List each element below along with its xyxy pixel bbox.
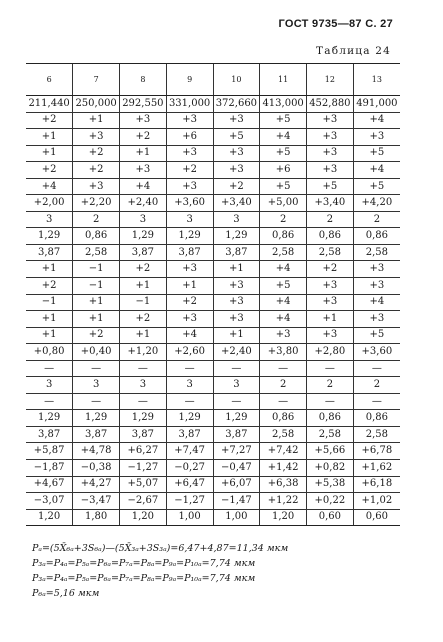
table-cell: 1,29 [73,410,120,427]
table-cell: +2 [26,112,73,129]
data-table [26,63,400,526]
table-cell: −1 [73,261,120,278]
table-cell: 1,29 [26,228,73,245]
table-cell: +2 [120,261,167,278]
table-cell: +3,40 [213,195,260,212]
table-cell: −1,87 [26,460,73,477]
table-cell: — [353,393,400,410]
table-cell: 1,29 [166,228,213,245]
table-row [26,476,400,493]
table-cell: 2 [307,211,354,228]
table-cell: +1,20 [120,344,167,361]
table-cell: +1 [307,311,354,328]
table-cell: +1,42 [260,460,307,477]
table-cell: +1 [120,327,167,344]
table-cell: +6,18 [353,476,400,493]
table-cell: +6,27 [120,443,167,460]
table-cell: 2,58 [353,244,400,261]
table-cell: +3 [307,162,354,179]
table-cell: +2 [307,261,354,278]
table-row [26,460,400,477]
table-cell: — [73,360,120,377]
table-cell: +3,40 [307,195,354,212]
table-row [26,145,400,162]
table-cell: 372,660 [213,96,260,113]
table-cell: +4 [260,311,307,328]
table-cell: +3 [213,162,260,179]
table-cell: 1,29 [166,410,213,427]
table-cell: −1 [120,294,167,311]
table-cell: +2,60 [166,344,213,361]
table-cell: 0,86 [353,410,400,427]
table-cell: +2 [213,178,260,195]
table-cell: 1,00 [213,509,260,526]
table-cell: +5 [353,327,400,344]
table-cell: — [213,393,260,410]
table-cell: +4 [260,261,307,278]
table-cell: +3 [166,145,213,162]
table-cell: +5,38 [307,476,354,493]
table-cell: −0,27 [166,460,213,477]
table-body [26,96,400,526]
table-cell: +6,38 [260,476,307,493]
table-cell: +2,80 [307,344,354,361]
table-row [26,426,400,443]
table-cell: +1,22 [260,493,307,510]
table-cell: 1,20 [120,509,167,526]
table-cell: 0,86 [260,228,307,245]
table-cell: 2 [353,211,400,228]
table-row [26,344,400,361]
table-cell: +2 [166,162,213,179]
table-cell: +2,00 [26,195,73,212]
formula-line: P₆ₐ=5,16 мкм [32,588,100,599]
table-cell: +3 [166,178,213,195]
table-cell: +7,42 [260,443,307,460]
table-cell: — [120,393,167,410]
table-cell: +2 [73,327,120,344]
table-row [26,327,400,344]
table-cell: 1,80 [73,509,120,526]
table-label: Таблица 24 [316,45,391,57]
table-cell: +6,07 [213,476,260,493]
table-cell: +3 [166,112,213,129]
table-cell: +4,27 [73,476,120,493]
table-cell: +1 [213,327,260,344]
column-header: 11 [260,64,307,96]
table-cell: +2 [73,145,120,162]
table-cell: +1 [26,261,73,278]
table-cell: −1,47 [213,493,260,510]
table-cell: +1,02 [353,493,400,510]
table-cell: 2,58 [260,426,307,443]
table-header-row [26,64,400,96]
table-cell: +2 [166,294,213,311]
table-cell: +1 [120,278,167,295]
table-cell: +3 [213,294,260,311]
table-cell: +3 [120,162,167,179]
table-cell: 2 [353,377,400,394]
table-cell: +2 [120,311,167,328]
table-cell: 0,60 [353,509,400,526]
table-cell: +3 [166,261,213,278]
table-cell: +0,22 [307,493,354,510]
table-row [26,393,400,410]
table-cell: 2 [307,377,354,394]
column-header: 7 [73,64,120,96]
table-cell: −3,47 [73,493,120,510]
table-cell: +6 [260,162,307,179]
table-cell: 3 [120,211,167,228]
table-cell: 3,87 [213,426,260,443]
table-cell: 3,87 [73,426,120,443]
table-row [26,244,400,261]
table-cell: +5 [260,145,307,162]
table-cell: — [26,393,73,410]
table-row [26,261,400,278]
table-row [26,294,400,311]
column-header: 10 [213,64,260,96]
table-cell: 3,87 [26,244,73,261]
table-cell: 0,86 [307,410,354,427]
table-row [26,493,400,510]
table-cell: +1 [166,278,213,295]
table-cell: — [120,360,167,377]
table-cell: −1,27 [120,460,167,477]
table-cell: +3 [213,112,260,129]
table-cell: — [166,393,213,410]
table-cell: +1 [213,261,260,278]
table-cell: 3,87 [213,244,260,261]
table-cell: −1,27 [166,493,213,510]
table-cell: — [73,393,120,410]
table-cell: +3 [307,294,354,311]
table-cell: +3 [260,327,307,344]
table-cell: 3 [213,377,260,394]
table-cell: +1 [73,311,120,328]
table-cell: +3,60 [166,195,213,212]
table-cell: 3 [26,377,73,394]
table-cell: — [353,360,400,377]
table-cell: +3 [353,278,400,295]
table-cell: +0,80 [26,344,73,361]
table-cell: +1 [120,145,167,162]
table-cell: +4 [26,178,73,195]
table-cell: +4 [166,327,213,344]
table-cell: −3,07 [26,493,73,510]
table-cell: — [307,393,354,410]
table-cell: +4 [353,112,400,129]
table-cell: +3 [213,278,260,295]
formula-block [32,541,288,601]
table-cell: 2 [73,211,120,228]
column-header: 13 [353,64,400,96]
table-cell: 3 [166,377,213,394]
table-cell: −2,67 [120,493,167,510]
table-row [26,162,400,179]
table-cell: 0,86 [307,228,354,245]
table-cell: 491,000 [353,96,400,113]
table-cell: 3 [73,377,120,394]
table-row [26,211,400,228]
table-cell: +4,20 [353,195,400,212]
table-cell: +5,87 [26,443,73,460]
table-cell: +1 [26,311,73,328]
table-cell: +3 [120,112,167,129]
table-cell: +1,62 [353,460,400,477]
table-cell: 3,87 [26,426,73,443]
table-row [26,311,400,328]
table-cell: +0,40 [73,344,120,361]
table-cell: +5 [260,278,307,295]
table-cell: −1 [26,294,73,311]
table-row [26,112,400,129]
table-cell: +1 [26,129,73,146]
table-cell: +5,00 [260,195,307,212]
column-header: 8 [120,64,167,96]
table-cell: +5 [260,112,307,129]
table-cell: 1,00 [166,509,213,526]
table-cell: 3,87 [120,244,167,261]
table-cell: +3 [73,178,120,195]
table-cell: 3 [120,377,167,394]
table-cell: +4,67 [26,476,73,493]
table-cell: 2,58 [307,244,354,261]
table-cell: 1,29 [120,410,167,427]
table-cell: +5 [353,145,400,162]
table-row [26,278,400,295]
table-cell: 211,440 [26,96,73,113]
table-cell: 2,58 [73,244,120,261]
column-header: 12 [307,64,354,96]
table-cell: 2 [260,377,307,394]
table-cell: 1,29 [213,410,260,427]
table-cell: 1,29 [120,228,167,245]
table-cell: — [26,360,73,377]
table-cell: +6,47 [166,476,213,493]
table-cell: 3,87 [166,426,213,443]
table-cell: 292,550 [120,96,167,113]
table-cell: 413,000 [260,96,307,113]
table-cell: +1 [26,327,73,344]
table-cell: +6 [166,129,213,146]
table-cell: +4 [353,294,400,311]
formula-line: P₃ₐ=P₄ₐ=P₅ₐ=P₆ₐ=P₇ₐ=P₈ₐ=P₉ₐ=P₁₀ₐ=7,74 мкм [32,573,256,584]
table-cell: +3 [213,145,260,162]
table-cell: +0,82 [307,460,354,477]
table-cell: +3,60 [353,344,400,361]
table-row [26,410,400,427]
table-cell: +3 [307,112,354,129]
table-cell: 1,20 [26,509,73,526]
table-cell: 250,000 [73,96,120,113]
formula-line: P₃ₐ=P₄ₐ=P₅ₐ=P₆ₐ=P₇ₐ=P₈ₐ=P₉ₐ=P₁₀ₐ=7,74 мкм [32,558,256,569]
table-cell: +2,40 [213,344,260,361]
table-cell: 452,880 [307,96,354,113]
table-cell: +3 [73,129,120,146]
table-cell: +7,27 [213,443,260,460]
table-cell: +1 [26,145,73,162]
table-cell: — [166,360,213,377]
table-cell: +4 [260,294,307,311]
table-cell: +2 [120,129,167,146]
table-cell: +3 [213,311,260,328]
table-cell: +3 [307,327,354,344]
table-cell: 3 [166,211,213,228]
table-cell: 3,87 [120,426,167,443]
table-row [26,443,400,460]
table-cell: +2,20 [73,195,120,212]
table-row [26,509,400,526]
table-cell: +5 [307,178,354,195]
table-cell: — [213,360,260,377]
document-header: ГОСТ 9735—87 С. 27 [278,18,393,30]
table-cell: +4 [353,162,400,179]
table-cell: 0,86 [260,410,307,427]
table-cell: 3 [213,211,260,228]
table-cell: −1 [73,278,120,295]
table-row [26,96,400,113]
formula-line: Pₐ=(5X̄₆ₐ+3S₆ₐ)—(5X̄₃ₐ+3S₃ₐ)=6,47+4,87=11,34 мкм [32,543,289,554]
table-cell: 1,29 [26,410,73,427]
table-cell: +4 [120,178,167,195]
table-cell: 331,000 [166,96,213,113]
column-header: 9 [166,64,213,96]
table-cell: +3 [353,129,400,146]
table-cell: 3 [26,211,73,228]
table-row [26,360,400,377]
table-cell: 1,29 [213,228,260,245]
table-cell: 1,20 [260,509,307,526]
table-cell: +1 [73,112,120,129]
table-cell: −0,38 [73,460,120,477]
table-cell: +3 [166,311,213,328]
table-cell: 0,86 [353,228,400,245]
table-row [26,377,400,394]
table-cell: +5 [353,178,400,195]
table-cell: 2,58 [353,426,400,443]
table-cell: 3,87 [166,244,213,261]
table-cell: +3 [353,311,400,328]
table-cell: +5 [260,178,307,195]
table-cell: +3 [307,145,354,162]
table-cell: +1 [73,294,120,311]
table-cell: +3 [307,129,354,146]
table-cell: +3 [353,261,400,278]
table-cell: +3,80 [260,344,307,361]
table-row [26,129,400,146]
table-cell: 2,58 [260,244,307,261]
table-row [26,195,400,212]
table-cell: +5,66 [307,443,354,460]
table-cell: +4 [260,129,307,146]
table-cell: +6,78 [353,443,400,460]
table-cell: 0,86 [73,228,120,245]
table-cell: — [307,360,354,377]
table-cell: +2,40 [120,195,167,212]
table-cell: 0,60 [307,509,354,526]
table-cell: +5,07 [120,476,167,493]
table-cell: +2 [26,162,73,179]
table-cell: +7,47 [166,443,213,460]
table-cell: 2 [260,211,307,228]
table-cell: +2 [26,278,73,295]
table-cell: +2 [73,162,120,179]
table-cell: — [260,393,307,410]
table-cell: −0,47 [213,460,260,477]
column-header: 6 [26,64,73,96]
table-cell: 2,58 [307,426,354,443]
table-cell: +3 [307,278,354,295]
table-cell: +4,78 [73,443,120,460]
table-cell: — [260,360,307,377]
table-cell: +5 [213,129,260,146]
table-row [26,178,400,195]
table-row [26,228,400,245]
